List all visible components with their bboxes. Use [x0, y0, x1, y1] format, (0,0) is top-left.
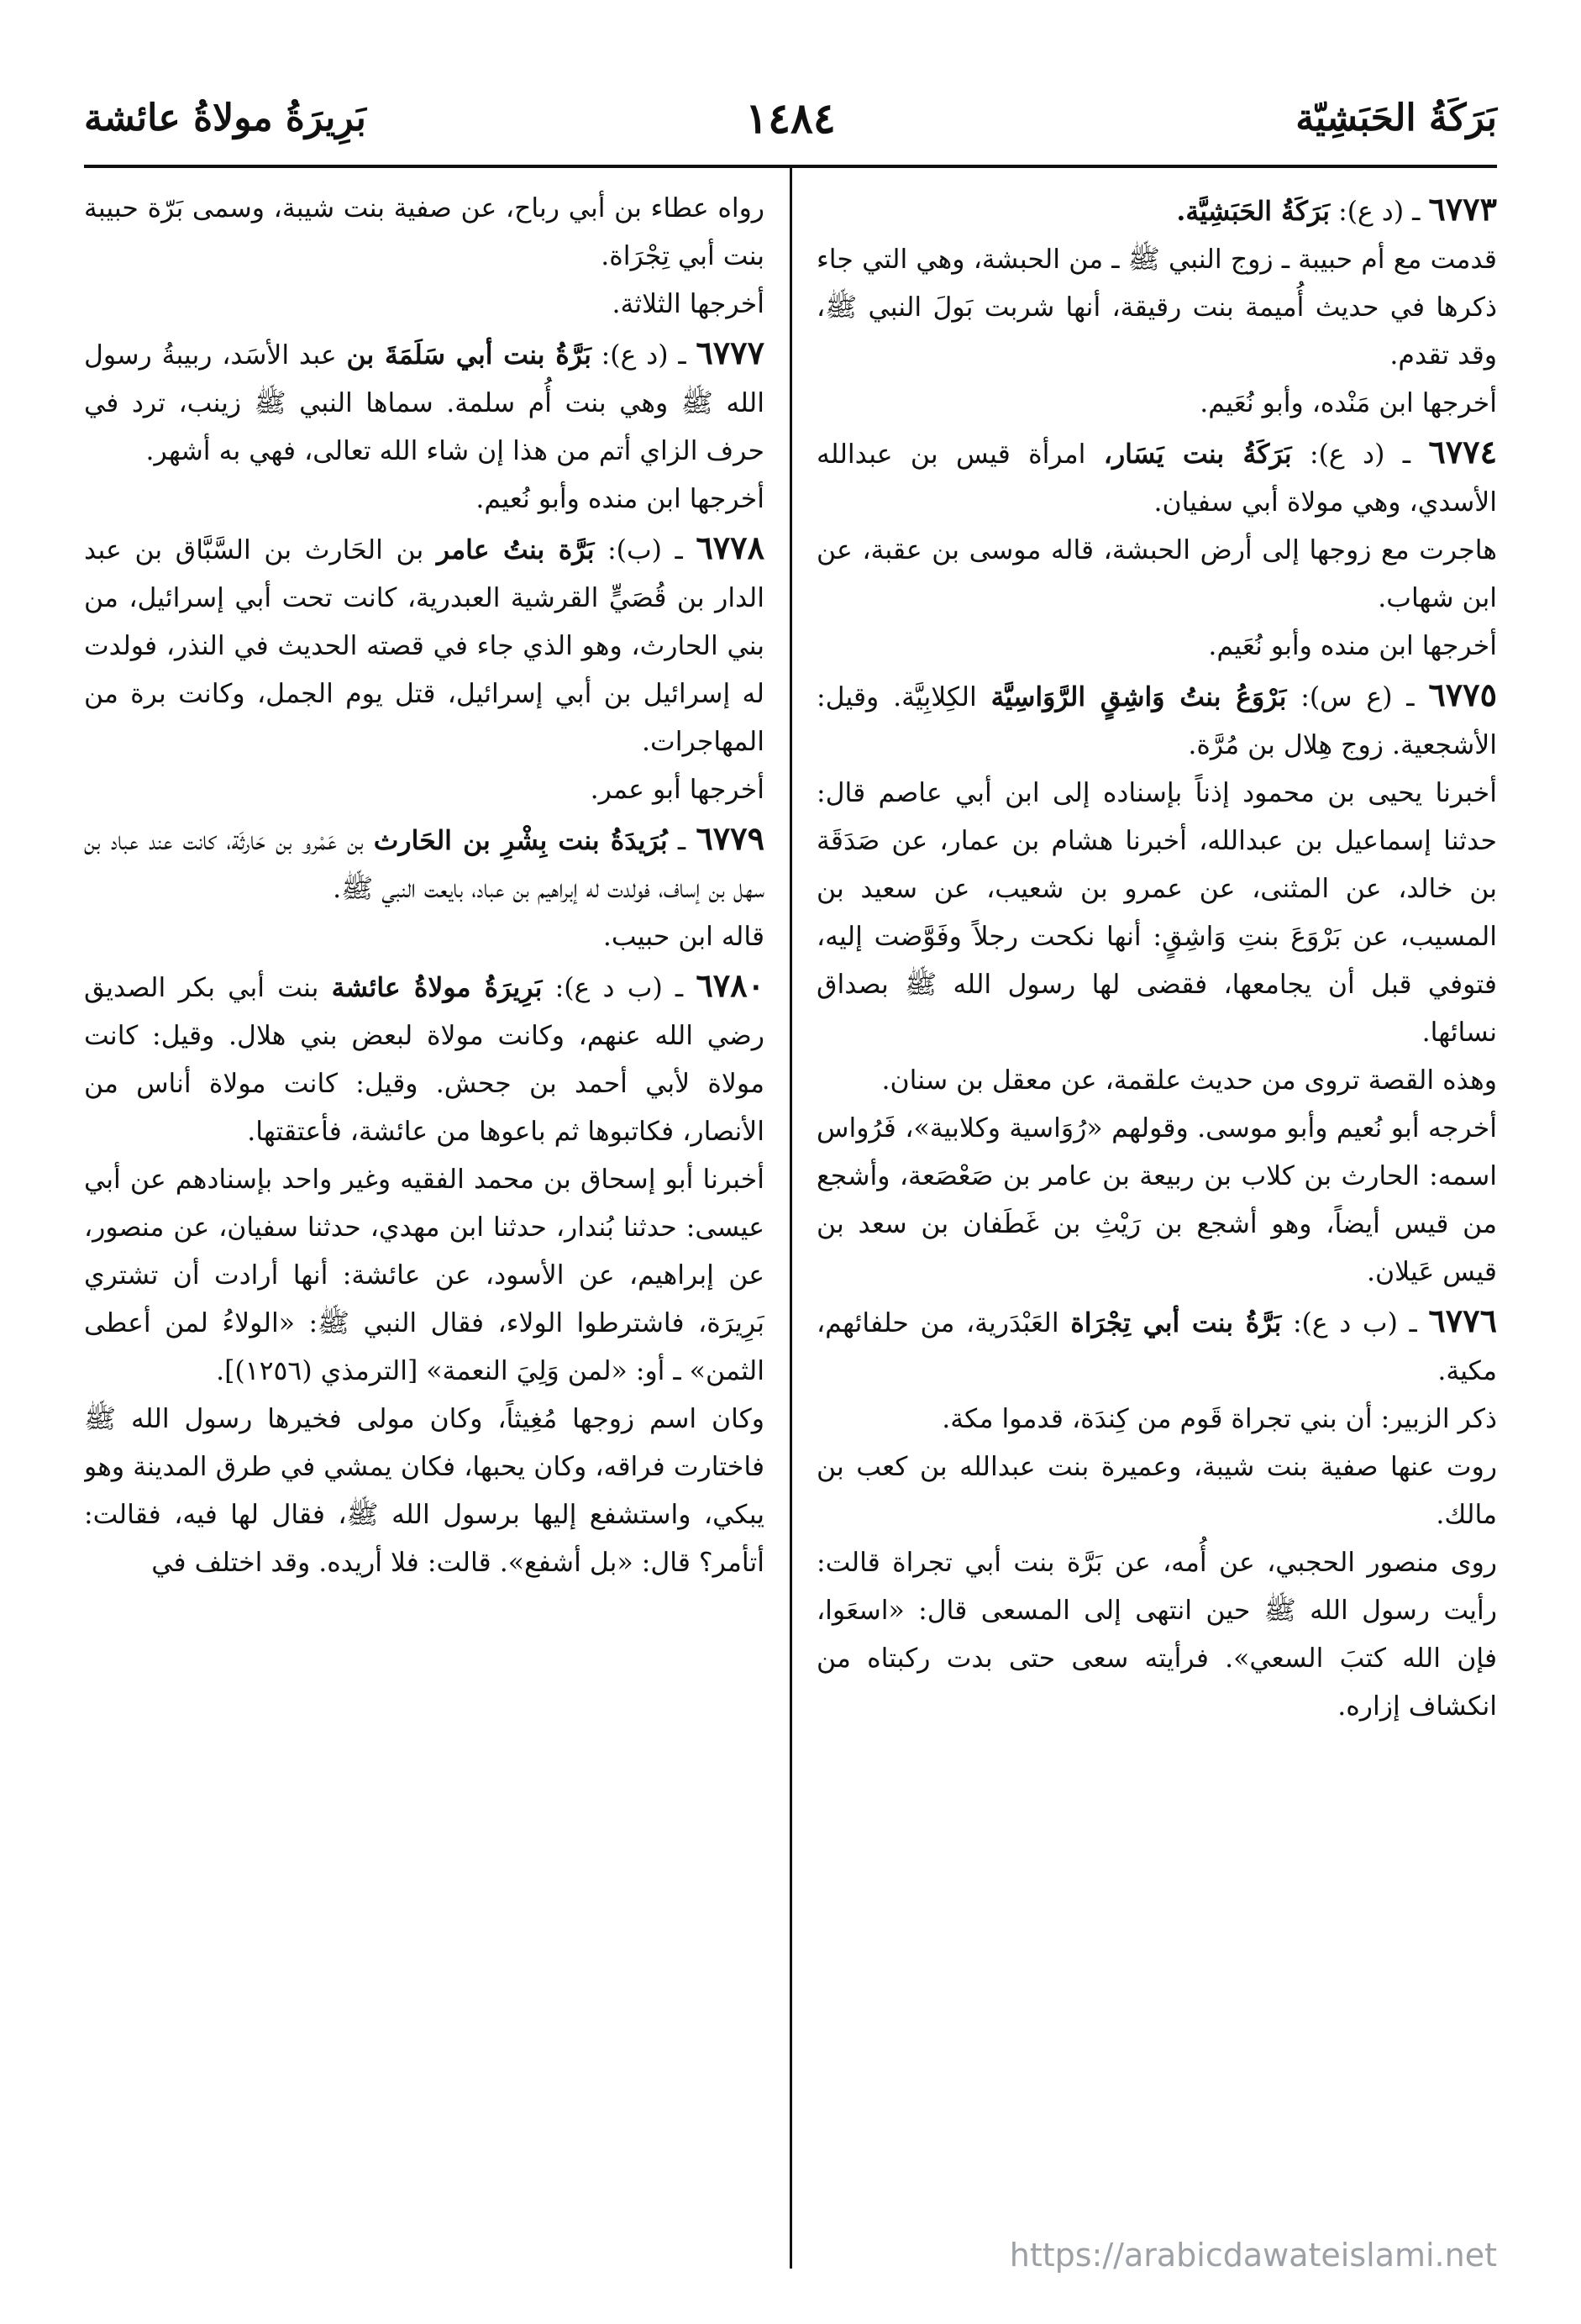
- entry-number: ٦٧٧٨: [696, 528, 764, 566]
- entry-heading: [84, 961, 764, 1156]
- paragraph: أخرجها ابن مَنْده، وأبو نُعَيم.: [1200, 388, 1497, 418]
- entry-source-codes: ـ: [667, 826, 696, 856]
- column-divider: [790, 168, 792, 2269]
- entry-source-codes: ـ (ب):: [594, 535, 696, 565]
- entry-heading: [817, 670, 1497, 770]
- page-header: [84, 84, 1497, 151]
- entry-name: بَرَّةُ بنت أبي سَلَمَةَ بن: [346, 339, 591, 371]
- paragraph: أخرجها الثلاثة.: [612, 289, 764, 319]
- entry-number: ٦٧٧٧: [696, 334, 764, 371]
- header-right-title: بَرَكَةُ الحَبَشِيّة: [1295, 96, 1497, 139]
- entry-name: بَرَكَةُ بنت يَسَار،: [1103, 439, 1292, 470]
- paragraph: أخرجها ابن منده وأبو نُعَيم.: [1208, 631, 1497, 661]
- entry-text: امرأة قيس بن عبدالله الأسدي، وهي مولاة أبي سفيان.: [817, 439, 1497, 518]
- entry-heading: [84, 523, 764, 766]
- entry-source-codes: ـ (د ع):: [1330, 197, 1429, 227]
- entry-number: ٦٧٨٠: [696, 966, 764, 1004]
- entry-source-codes: ـ (ب د ع):: [542, 973, 696, 1003]
- paragraph: هاجرت مع زوجها إلى أرض الحبشة، قاله موسى بن عقبة، عن ابن شهاب.: [817, 535, 1497, 613]
- paragraph: قدمت مع أم حبيبة ـ زوج النبي ﷺ ـ من الحبشة، وهي التي جاء ذكرها في حديث أُميمة بنت رقيقة، أنها شربت بَولَ النبي ﷺ، وقد تقدم.: [817, 244, 1497, 371]
- paragraph: أخبرنا أبو إسحاق بن محمد الفقيه وغير واحد بإسنادهم عن أبي عيسى: حدثنا بُندار، حدثنا ابن مهدي، حدثنا سفيان، عن منصور، عن إبراهيم، عن الأسود، عن عائشة: أنها أرادت أن تشتري بَرِيرَة، فاشترطوا الولاء، فقال النبي ﷺ: «الولاءُ لمن أعطى الثمن» ـ أو: «لمن وَلِيَ النعمة» [الترمذي (١٢٥٦)].: [84, 1165, 764, 1386]
- entry-heading: [817, 428, 1497, 527]
- entry-heading: [84, 814, 764, 913]
- page-number: ١٤٨٤: [745, 92, 836, 143]
- entry-text: العَبْدَرية، من حلفائهم، مكية.: [817, 1308, 1497, 1386]
- entry-source-codes: ـ (د ع):: [1291, 439, 1429, 470]
- entry-heading: [817, 1296, 1497, 1396]
- entry-text: بنت أبي بكر الصديق رضي الله عنهم، وكانت مولاة لبعض بني هلال. وقيل: كانت مولاة لأبي أحمد بن جحش. وقيل: كانت مولاة أناس من الأنصار، فكاتبوها ثم باعوها من عائشة، فأعتقتها.: [84, 973, 764, 1147]
- entry-name: بَرَّة بنتُ عامر: [436, 534, 595, 565]
- paragraph: أخبرنا يحيى بن محمود إذناً بإسناده إلى ابن أبي عاصم قال: حدثنا إسماعيل بن عبدالله، أخبرنا هشام بن عمار، عن صَدَقَة بن خالد، عن المثنى، عن عمرو بن شعيب، عن سعيد بن المسيب، عن بَرْوَعَ بنتِ وَاشِقٍ: أنها نكحت رجلاً وفَوَّضت إليه، فتوفي قبل أن يجامعها، فقضى لها رسول الله ﷺ بصداق نسائها.: [817, 778, 1497, 1048]
- header-left-title: بَرِيرَةُ مولاةُ عائشة: [84, 96, 366, 139]
- entry-number: ٦٧٧٥: [1428, 676, 1497, 713]
- paragraph: أخرجها أبو عمر.: [590, 775, 764, 805]
- entry-name: بُرَيدَةُ بنت بِشْرِ بن الحَارث: [373, 825, 668, 856]
- paragraph: روى منصور الحجبي، عن أُمه، عن بَرَّة بنت أبي تجراة قالت: رأيت رسول الله ﷺ حين انتهى إلى المسعى قال: «اسعَوا، فإن الله كتبَ السعي». فرأيته سعى حتى بدت ركبتاه من انكشاف إزاره.: [817, 1548, 1497, 1722]
- entry-source-codes: ـ (ب د ع):: [1281, 1308, 1429, 1338]
- paragraph: قاله ابن حبيب.: [602, 922, 764, 952]
- entry-number: ٦٧٧٩: [696, 819, 764, 857]
- paragraph: رواه عطاء بن أبي رباح، عن صفية بنت شيبة، وسمى بَرّة حبيبة بنت أبي تِجْرَاة.: [84, 193, 764, 271]
- entry-source-codes: ـ (د ع):: [591, 340, 696, 371]
- entry-source-codes: ـ (ع س):: [1286, 682, 1429, 712]
- entry-text: بن عَمْرو بن حَارثَة، كانت عند عباد بن سهل بن إساف، فولدت له إبراهيم بن عباد، بايعت النبي ﷺ.: [84, 826, 764, 904]
- entry-heading: [817, 185, 1497, 236]
- entry-number: ٦٧٧٦: [1428, 1301, 1497, 1339]
- entry-name: بَرَّةُ بنت أبي تِجْرَاة: [1070, 1307, 1282, 1338]
- paragraph: أخرجها ابن منده وأبو نُعيم.: [475, 484, 764, 514]
- watermark: https://arabicdawateislami.net: [1009, 2237, 1497, 2274]
- paragraph: ذكر الزبير: أن بني تجراة قَوم من كِندَة، قدموا مكة.: [942, 1404, 1497, 1434]
- right-column: [817, 185, 1497, 2269]
- entry-name: بَرْوَعُ بنتُ وَاشِقٍ الرَّوَاسِيَّة: [990, 681, 1287, 712]
- left-column: [84, 185, 764, 2269]
- entry-name: بَرِيرَةُ مولاةُ عائشة: [331, 972, 543, 1003]
- entry-number: ٦٧٧٣: [1428, 190, 1497, 228]
- entry-text: بن الحَارث بن السَّبَّاق بن عبد الدار بن قُصَيٍّ القرشية العبدرية، كانت تحت أبي إسرائيل، من بني الحارث، وهو الذي جاء في قصته الحديث في النذر، فولدت له إسرائيل بن أبي إسرائيل، قتل يوم الجمل، وكانت برة من المهاجرات.: [84, 535, 764, 757]
- entry-heading: [84, 329, 764, 476]
- paragraph: وهذه القصة تروى من حديث علقمة، عن معقل بن سنان.: [881, 1065, 1497, 1096]
- entry-text: الكِلابِيَّة. وقيل: الأشجعية. زوج هِلال بن مُرَّة.: [817, 682, 1497, 760]
- paragraph: وكان اسم زوجها مُغِيثاً، وكان مولى فخيرها رسول الله ﷺ فاختارت فراقه، وكان يحبها، فكان يمشي في طرق المدينة وهو يبكي، واستشفع إليها برسول الله ﷺ، فقال لها فيه، فقالت: أتأمر؟ قال: «بل أشفع». قالت: فلا أريده. وقد اختلف في: [84, 1404, 764, 1578]
- paragraph: أخرجه أبو نُعيم وأبو موسى. وقولهم «رُوَاسية وكلابية»، فَرُواس اسمه: الحارث بن كلاب بن ربيعة بن عامر بن صَعْصَعة، وأشجع من قيس أيضاً، وهو أشجع بن رَيْثِ بن غَطَفان بن سعد بن قيس عَيلان.: [817, 1113, 1497, 1287]
- entry-text: عبد الأسَد، ربيبةُ رسول الله ﷺ وهي بنت أُم سلمة. سماها النبي ﷺ زينب، ترد في حرف الزاي أتم من هذا إن شاء الله تعالى، فهي به أشهر.: [84, 340, 764, 466]
- paragraph: روت عنها صفية بنت شيبة، وعميرة بنت عبدالله بن كعب بن مالك.: [817, 1452, 1497, 1530]
- entry-number: ٦٧٧٤: [1428, 433, 1497, 471]
- entry-name: بَرَكَةُ الحَبَشِيَّة.: [1176, 196, 1331, 227]
